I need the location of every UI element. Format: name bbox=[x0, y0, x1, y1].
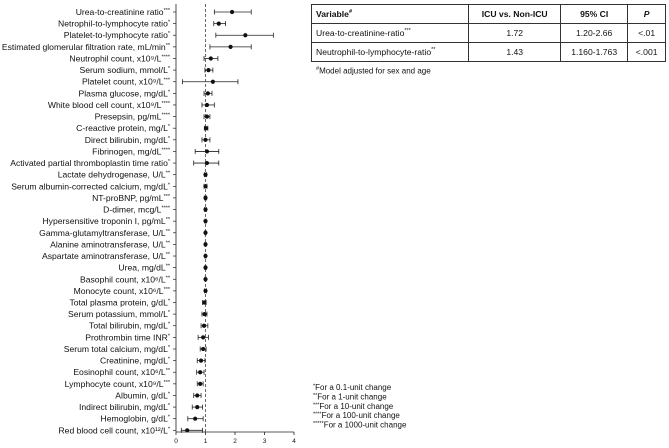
or-point bbox=[203, 184, 207, 188]
row-label: Serum total calcium, mg/dL* bbox=[63, 343, 170, 354]
row-label: Total plasma protein, g/dL* bbox=[69, 297, 170, 308]
row-label: Presepsin, pg/mL**** bbox=[94, 111, 170, 122]
row-label: Netrophil-to-lymphocyte ratio* bbox=[58, 18, 170, 29]
row-label: Estimated glomerular filtration rate, mL/min** bbox=[1, 41, 170, 52]
row-label: C-reactive protein, mg/L* bbox=[76, 123, 170, 134]
or-point bbox=[205, 103, 209, 107]
cell-ci: 1.20-2.66 bbox=[561, 24, 628, 43]
row-label: Lymphocyte count, x10⁹/L*** bbox=[64, 378, 170, 389]
or-point bbox=[199, 359, 203, 363]
or-point bbox=[217, 22, 221, 26]
odds-ratio-table bbox=[311, 4, 666, 62]
row-label: White blood cell count, x10⁹/L**** bbox=[47, 99, 170, 110]
header-ci: 95% CI bbox=[561, 5, 628, 24]
x-tick-label: 3 bbox=[262, 438, 267, 445]
or-point bbox=[203, 219, 207, 223]
or-point bbox=[206, 68, 210, 72]
or-point bbox=[206, 91, 210, 95]
row-label: Serum sodium, mmol/L* bbox=[79, 65, 170, 76]
row-label: Red blood cell count, x10¹²/L* bbox=[58, 425, 170, 436]
footnote: *For a 0.1-unit change bbox=[313, 383, 392, 392]
row-label: Creatinine, mg/dL* bbox=[100, 355, 170, 366]
row-label: Urea-to-creatinine ratio*** bbox=[75, 7, 170, 17]
or-point bbox=[201, 335, 205, 339]
or-point bbox=[195, 393, 199, 397]
row-label: Gamma-glutamyltransferase, U/L** bbox=[39, 227, 170, 238]
cell-or: 1.72 bbox=[469, 24, 561, 43]
or-point bbox=[202, 300, 206, 304]
or-point bbox=[203, 266, 207, 270]
or-point bbox=[203, 242, 207, 246]
or-point bbox=[193, 417, 197, 421]
footnote: ****For a 100-unit change bbox=[313, 411, 400, 421]
row-label: Plasma glucose, mg/dL* bbox=[78, 88, 170, 99]
table-row bbox=[312, 43, 666, 62]
or-point bbox=[198, 382, 202, 386]
or-point bbox=[228, 45, 232, 49]
row-label: Lactate dehydrogenase, U/L** bbox=[57, 169, 170, 180]
or-point bbox=[203, 196, 207, 200]
or-point bbox=[205, 114, 209, 118]
row-label: Activated partial thromboplastin time ratio* bbox=[10, 158, 170, 169]
or-point bbox=[205, 161, 209, 165]
x-tick-label: 0 bbox=[174, 438, 178, 445]
footnote: **For a 1-unit change bbox=[313, 392, 387, 402]
table-row bbox=[312, 24, 666, 43]
or-point bbox=[203, 207, 207, 211]
row-label: Total bilirubin, mg/dL* bbox=[89, 320, 170, 331]
table-header-row bbox=[312, 5, 666, 24]
or-point bbox=[243, 33, 247, 37]
row-label: Serum potassium, mmol/L* bbox=[68, 309, 170, 320]
row-label: Platelet count, x10⁹/L*** bbox=[82, 76, 170, 87]
row-label: Fibrinogen, mg/dL**** bbox=[92, 146, 170, 157]
row-label: Aspartate aminotransferase, U/L** bbox=[42, 251, 170, 262]
or-point bbox=[205, 149, 209, 153]
or-point bbox=[203, 312, 207, 316]
cell-or: 1.43 bbox=[469, 43, 561, 62]
or-point bbox=[211, 80, 215, 84]
row-label: Alanine aminotransferase, U/L** bbox=[50, 239, 170, 250]
or-point bbox=[203, 254, 207, 258]
odds-ratio-points bbox=[185, 10, 247, 433]
footnote: *****For a 1000-unit change bbox=[313, 420, 407, 430]
or-point bbox=[204, 126, 208, 130]
or-point bbox=[202, 324, 206, 328]
footnote: ***For a 10-unit change bbox=[313, 401, 394, 411]
row-label: Basophil count, x10⁶/L** bbox=[80, 274, 170, 285]
cell-p: <.01 bbox=[628, 24, 666, 43]
cell-variable: Neutrophil-to-lymphocyte-ratio** bbox=[312, 43, 469, 62]
table-note: #Model adjusted for sex and age bbox=[316, 66, 431, 76]
row-label: Prothrombin time INR* bbox=[85, 332, 170, 343]
row-label: Serum albumin-corrected calcium, mg/dL* bbox=[11, 181, 170, 192]
row-labels bbox=[2, 7, 171, 435]
or-point bbox=[203, 173, 207, 177]
or-point bbox=[198, 370, 202, 374]
row-label: Hemoglobin, g/dL* bbox=[100, 413, 170, 424]
header-p: P bbox=[628, 5, 666, 24]
row-label: Platelet-to-lymphocyte ratio* bbox=[63, 30, 170, 41]
or-point bbox=[209, 56, 213, 60]
row-label: D-dimer, mcg/L**** bbox=[103, 204, 170, 215]
row-label: Hypersensitive troponin I, pg/mL** bbox=[42, 216, 170, 227]
or-point bbox=[203, 289, 207, 293]
row-label: Eosinophil count, x10⁶/L** bbox=[73, 367, 170, 378]
cell-ci: 1.160-1.763 bbox=[561, 43, 628, 62]
confidence-intervals bbox=[181, 10, 273, 433]
x-tick-label: 4 bbox=[292, 438, 296, 445]
cell-variable: Urea-to-creatinine-ratio*** bbox=[312, 24, 469, 43]
row-label: Indirect bilirubin, mg/dL* bbox=[79, 402, 170, 413]
or-point bbox=[230, 10, 234, 14]
x-tick-label: 1 bbox=[203, 438, 208, 445]
row-label: Monocyte count, x10⁶/L*** bbox=[73, 285, 170, 296]
row-label: Neutrophil count, x10⁹/L**** bbox=[69, 53, 170, 64]
x-tick-label: 2 bbox=[233, 438, 237, 445]
or-point bbox=[203, 138, 207, 142]
x-axis bbox=[173, 4, 296, 445]
or-point bbox=[203, 231, 207, 235]
or-point bbox=[201, 347, 205, 351]
row-label: Albumin, g/dL* bbox=[115, 390, 170, 401]
cell-p: <.001 bbox=[628, 43, 666, 62]
footnotes bbox=[313, 383, 407, 430]
or-point bbox=[203, 277, 207, 281]
row-label: Urea, mg/dL** bbox=[118, 262, 170, 273]
header-comparison: ICU vs. Non-ICU bbox=[469, 5, 561, 24]
row-label: Direct bilirubin, mg/dL* bbox=[84, 134, 170, 145]
row-label: NT-proBNP, pg/mL*** bbox=[92, 192, 170, 203]
or-point bbox=[195, 405, 199, 409]
header-variable: Variable# bbox=[312, 5, 469, 24]
